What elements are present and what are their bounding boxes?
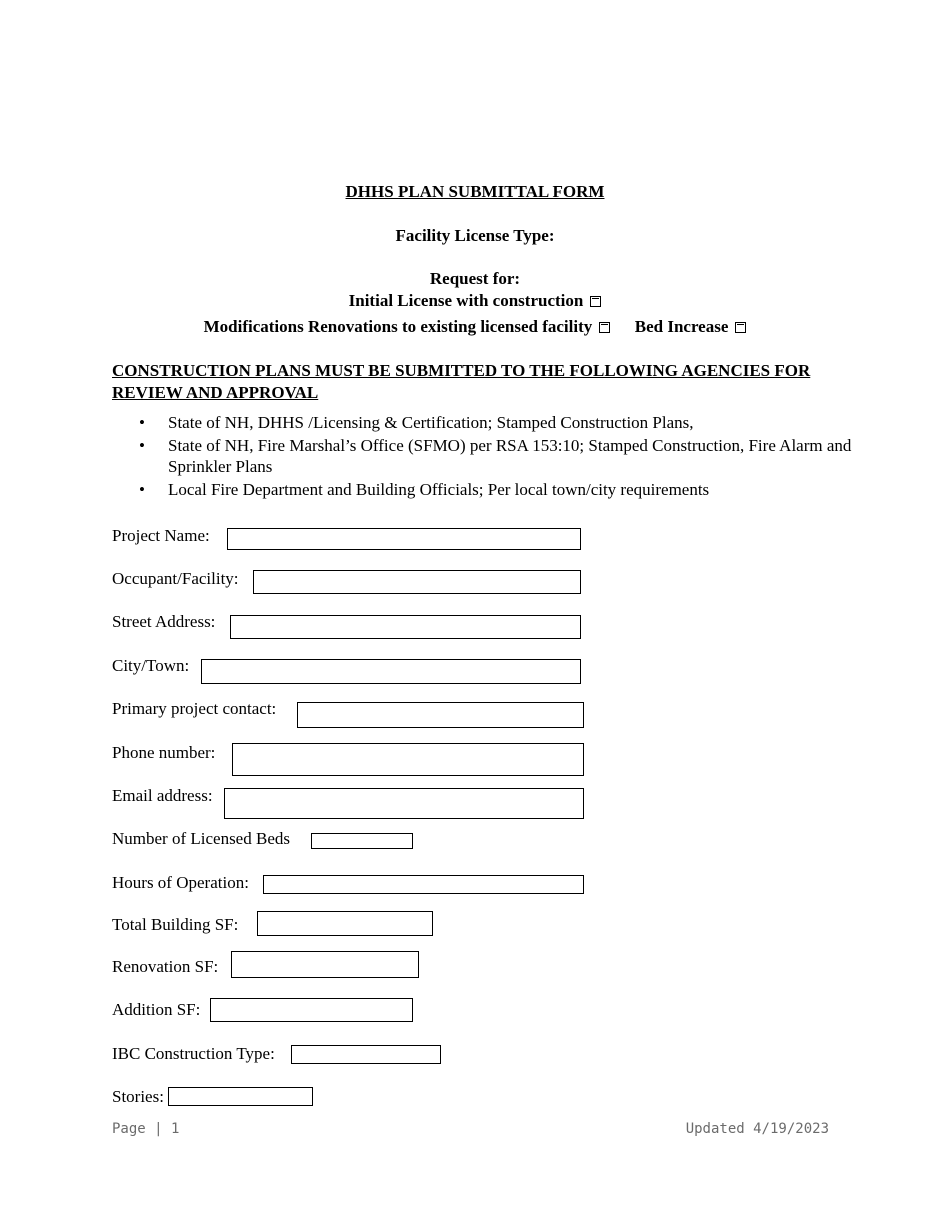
total-building-sf-field[interactable] bbox=[257, 911, 433, 936]
street-address-field[interactable] bbox=[230, 615, 581, 639]
occupant-field[interactable] bbox=[253, 570, 581, 594]
licensed-beds-label: Number of Licensed Beds bbox=[112, 829, 290, 848]
occupant-label: Occupant/Facility: bbox=[112, 569, 239, 588]
bullet-icon: • bbox=[139, 413, 145, 432]
page-title: DHHS PLAN SUBMITTAL FORM bbox=[345, 182, 605, 201]
list-item: • Local Fire Department and Building Officials; Per local town/city requirements bbox=[139, 480, 710, 499]
agencies-heading: CONSTRUCTION PLANS MUST BE SUBMITTED TO THE FOLLOWING AGENCIES FOR REVIEW AND APPROVAL bbox=[112, 361, 811, 402]
request-modifications-row bbox=[0, 317, 950, 337]
bullet-icon: • bbox=[139, 436, 145, 455]
phone-number-label: Phone number: bbox=[112, 743, 216, 762]
agencies-list bbox=[112, 412, 852, 502]
facility-license-type-label: Facility License Type: bbox=[395, 226, 555, 245]
stories-field[interactable] bbox=[168, 1087, 313, 1106]
modifications-label: Modifications Renovations to existing licensed facility bbox=[203, 317, 593, 336]
ibc-construction-type-field[interactable] bbox=[291, 1045, 441, 1064]
phone-number-field[interactable] bbox=[232, 743, 584, 776]
city-town-field[interactable] bbox=[201, 659, 581, 684]
initial-license-checkbox[interactable] bbox=[590, 296, 601, 307]
list-item: • State of NH, Fire Marshal’s Office (SFMO) per RSA 153:10; Stamped Construction, Fire Alarm and Sprinkler Plans bbox=[139, 436, 852, 476]
email-address-field[interactable] bbox=[224, 788, 584, 819]
licensed-beds-field[interactable] bbox=[311, 833, 413, 849]
addition-sf-field[interactable] bbox=[210, 998, 413, 1022]
request-initial-row bbox=[0, 291, 950, 311]
hours-of-operation-field[interactable] bbox=[263, 875, 584, 894]
ibc-construction-type-label: IBC Construction Type: bbox=[112, 1044, 275, 1063]
hours-of-operation-label: Hours of Operation: bbox=[112, 873, 249, 892]
stories-label: Stories: bbox=[112, 1087, 164, 1106]
email-address-label: Email address: bbox=[112, 786, 213, 805]
renovation-sf-field[interactable] bbox=[231, 951, 419, 978]
initial-license-label: Initial License with construction bbox=[348, 291, 584, 310]
primary-contact-field[interactable] bbox=[297, 702, 584, 728]
project-name-field[interactable] bbox=[227, 528, 581, 550]
total-building-sf-label: Total Building SF: bbox=[112, 915, 239, 934]
modifications-checkbox[interactable] bbox=[599, 322, 610, 333]
bed-increase-label: Bed Increase bbox=[634, 317, 729, 336]
city-town-label: City/Town: bbox=[112, 656, 190, 675]
project-name-label: Project Name: bbox=[112, 526, 210, 545]
bullet-icon: • bbox=[139, 480, 145, 499]
list-item: • State of NH, DHHS /Licensing & Certification; Stamped Construction Plans, bbox=[139, 413, 694, 432]
primary-contact-label: Primary project contact: bbox=[112, 699, 277, 718]
page-number: Page | 1 bbox=[112, 1121, 180, 1137]
addition-sf-label: Addition SF: bbox=[112, 1000, 201, 1019]
street-address-label: Street Address: bbox=[112, 612, 216, 631]
renovation-sf-label: Renovation SF: bbox=[112, 957, 219, 976]
updated-date: Updated 4/19/2023 bbox=[685, 1121, 829, 1137]
bed-increase-checkbox[interactable] bbox=[735, 322, 746, 333]
request-heading: Request for: bbox=[429, 269, 521, 288]
